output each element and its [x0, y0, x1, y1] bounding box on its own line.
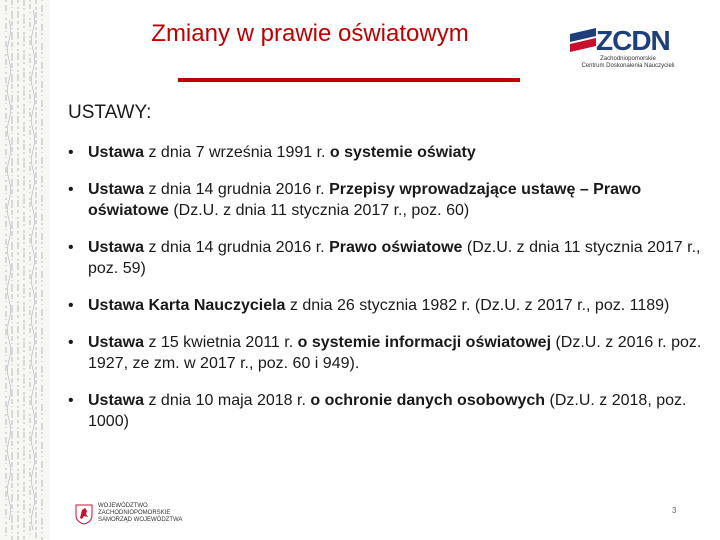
footer-line2: ZACHODNIOPOMORSKIE: [98, 510, 171, 516]
section-heading: USTAWY:: [68, 102, 152, 123]
law-list: [68, 130, 708, 448]
list-item-text: z dnia 10 maja 2018 r.: [144, 392, 311, 409]
list-item-bold-lead: Ustawa: [88, 334, 145, 351]
list-item: [68, 142, 708, 163]
list-item-bold-lead: Ustawa Karta Nauczyciela: [88, 297, 286, 314]
list-item: [68, 237, 708, 279]
griffin-crest-icon: [74, 503, 94, 525]
footer-line3: SAMORZĄD WOJEWÓDZTWA: [98, 517, 183, 523]
handwriting-texture: [0, 0, 50, 540]
list-item-text-tail: (Dz.U. z 2016 r. poz. 1927, ze zm. w 2017 r., poz. 60 i 949).: [88, 334, 702, 372]
logo-subtitle-line2: Centrum Doskonalenia Nauczycieli: [581, 63, 675, 69]
footer-line1: WOJEWÓDZTWO: [98, 503, 148, 509]
list-item-bold-title: Przepisy wprowadzające ustawę – Prawo oświatowe: [88, 181, 642, 219]
list-item-text: z dnia 26 stycznia 1982 r. (Dz.U. z 2017 r., poz. 1189): [285, 297, 670, 314]
list-item-bold-lead: Ustawa: [88, 144, 145, 161]
list-item-bold-lead: Ustawa: [88, 392, 145, 409]
slide-title: Zmiany w prawie oświatowym: [151, 20, 469, 47]
list-item-text: z 15 kwietnia 2011 r.: [144, 334, 298, 351]
title-underline: [178, 78, 520, 82]
list-item-bold-title: o systemie oświaty: [329, 144, 476, 161]
list-item-text: z dnia 14 grudnia 2016 r.: [144, 181, 330, 198]
list-item-bold-title: Prawo oświatowe: [329, 239, 463, 256]
list-item-text: z dnia 7 września 1991 r.: [144, 144, 330, 161]
logo-subtitle-line1: Zachodniopomorskie: [600, 56, 656, 62]
footer-region-logo: [74, 501, 224, 527]
list-item: [68, 179, 708, 221]
list-item-bold-lead: Ustawa: [88, 181, 145, 198]
list-item: [68, 332, 708, 374]
logo-text: ZCDN: [596, 25, 670, 56]
list-item-bold-title: o ochronie danych osobowych: [310, 392, 546, 409]
list-item-text-tail: (Dz.U. z 2018, poz. 1000): [88, 392, 687, 430]
list-item-bold-title: o systemie informacji oświatowej: [297, 334, 552, 351]
list-item: [68, 295, 708, 316]
list-item: [68, 390, 708, 432]
logo-subtitle: [572, 56, 684, 70]
zcdn-logo: [568, 26, 684, 74]
decorative-handwriting-strip: [0, 0, 50, 540]
list-item-text-tail: (Dz.U. z dnia 11 stycznia 2017 r., poz. 60): [168, 202, 470, 219]
list-item-bold-lead: Ustawa: [88, 239, 145, 256]
list-item-text-tail: (Dz.U. z dnia 11 stycznia 2017 r., poz. 59): [88, 239, 701, 277]
page-number: 3: [672, 506, 677, 515]
list-item-text: z dnia 14 grudnia 2016 r.: [144, 239, 330, 256]
footer-text: [98, 503, 182, 524]
zcdn-logo-mark-icon: [570, 28, 596, 54]
